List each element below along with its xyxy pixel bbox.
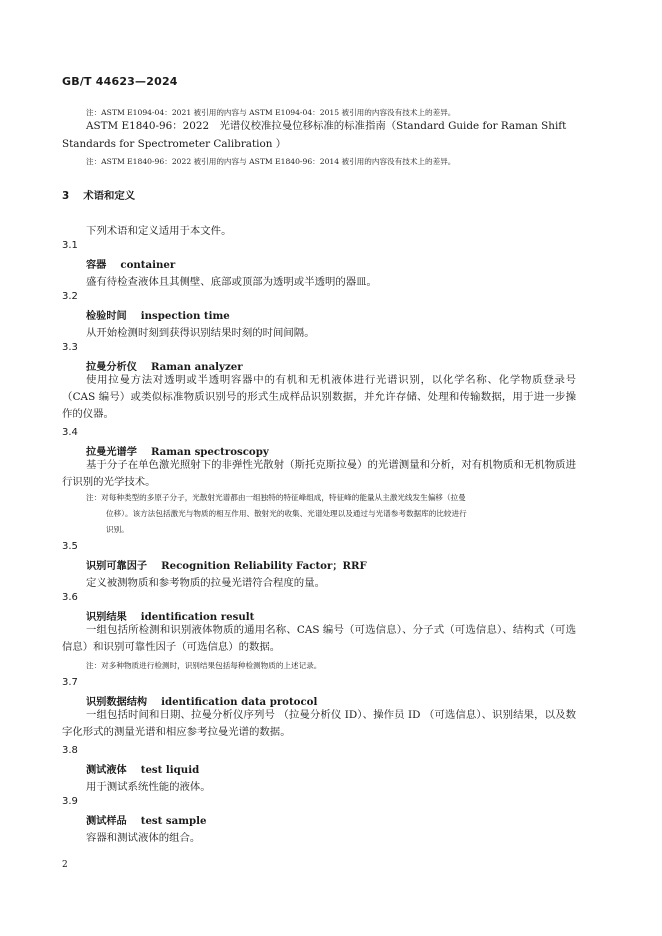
- term-english: container: [120, 259, 176, 271]
- reference-note-1: 注：ASTM E1094-04：2021 被引用的内容与 ASTM E1094-04：2015 被引用的内容没有技术上的差异。: [86, 108, 456, 117]
- reference-note-2: 注：ASTM E1840-96：2022 被引用的内容与 ASTM E1840-96：2014 被引用的内容没有技术上的差异。: [86, 157, 456, 166]
- reference-line-1: ASTM E1840-96：2022 光谱仪校准拉曼位移标准的标准指南（Standard Guide for Raman Shift: [86, 120, 567, 132]
- term-note: 注：对每种类型的多原子分子，光散射光谱都由一组独特的特征峰组成，特征峰的能量从主激光线发生偏移（拉曼: [86, 493, 466, 502]
- section-number: 3: [62, 190, 70, 202]
- term-definition: 一组包括所检测和识别液体物质的通用名称、CAS 编号（可选信息）、分子式（可选信息）、结构式（可选信息）和识别可靠性因子（可选信息）的数据。: [62, 624, 576, 653]
- term-number: 3.3: [62, 342, 78, 353]
- term-note: 位移）。该方法包括激光与物质的相互作用、散射光的收集、光谱处理以及通过与光谱参考数据库的比较进行: [106, 509, 467, 518]
- term-heading: [86, 307, 230, 322]
- term-english: inspection time: [140, 310, 230, 322]
- term-definition: 盛有待检查液体且其侧壁、底部或顶部为透明或半透明的器皿。: [86, 276, 377, 288]
- page-number: 2: [62, 860, 68, 870]
- section-heading: [62, 187, 135, 202]
- term-definition: 定义被测物质和参考物质的拉曼光谱符合程度的量。: [86, 577, 325, 589]
- term-definition: 从开始检测时刻到获得识别结果时刻的时间间隔。: [86, 327, 315, 339]
- term-number: 3.1: [62, 240, 78, 251]
- term-chinese: 测试液体: [86, 765, 127, 776]
- term-chinese: 识别数据结构: [86, 697, 148, 708]
- term-english: identification data protocol: [161, 696, 318, 708]
- term-heading: [86, 443, 269, 458]
- term-heading: [86, 693, 317, 708]
- term-chinese: 拉曼光谱学: [86, 447, 137, 458]
- section-intro: 下列术语和定义适用于本文件。: [86, 225, 232, 237]
- term-number: 3.7: [62, 677, 78, 688]
- term-heading: [86, 608, 254, 623]
- term-english: Raman spectroscopy: [150, 446, 269, 458]
- term-definition: 用于测试系统性能的液体。: [86, 781, 211, 793]
- section-title: 术语和定义: [83, 190, 136, 202]
- term-number: 3.2: [62, 291, 78, 302]
- term-definition: 基于分子在单色激光照射下的非弹性光散射（斯托克斯拉曼）的光谱测量和分析，对有机物质和无机物质进行识别的光学技术。: [62, 459, 576, 488]
- term-definition: 容器和测试液体的组合。: [86, 832, 201, 844]
- term-heading: [86, 256, 175, 271]
- term-number: 3.5: [62, 541, 78, 552]
- term-number: 3.8: [62, 745, 78, 756]
- standard-number-header: GB/T 44623—2024: [62, 75, 178, 88]
- term-number: 3.9: [62, 796, 78, 807]
- term-number: 3.4: [62, 427, 78, 438]
- reference-line-2: Standards for Spectrometer Calibration ）: [62, 138, 287, 150]
- term-english: Raman analyzer: [150, 361, 243, 373]
- term-chinese: 容器: [86, 260, 107, 271]
- term-note: 注：对多种物质进行检测时，识别结果包括每种检测物质的上述记录。: [86, 661, 322, 670]
- term-english: identification result: [140, 611, 255, 623]
- term-definition: 使用拉曼方法对透明或半透明容器中的有机和无机液体进行光谱识别，以化学名称、化学物质登录号（CAS 编号）或类似标准物质识别号的形式生成样品识别数据，并允许存储、处理和传输数据，用于进一步操作的仪器。: [62, 374, 576, 420]
- term-heading: [86, 557, 367, 572]
- term-chinese: 测试样品: [86, 816, 127, 827]
- term-chinese: 识别结果: [86, 612, 127, 623]
- term-number: 3.6: [62, 592, 78, 603]
- term-heading: [86, 812, 207, 827]
- term-english: Recognition Reliability Factor；RRF: [161, 560, 367, 572]
- term-english: test liquid: [140, 764, 200, 776]
- term-note: 识别。: [106, 525, 129, 534]
- term-chinese: 识别可靠因子: [86, 561, 148, 572]
- term-chinese: 拉曼分析仪: [86, 362, 137, 373]
- term-heading: [86, 761, 199, 776]
- term-definition: 一组包括时间和日期、拉曼分析仪序列号 （拉曼分析仪 ID）、操作员 ID （可选信息）、识别结果，以及数字化形式的测量光谱和相应参考拉曼光谱的数据。: [62, 709, 576, 738]
- term-chinese: 检验时间: [86, 311, 127, 322]
- term-english: test sample: [140, 815, 207, 827]
- term-heading: [86, 358, 243, 373]
